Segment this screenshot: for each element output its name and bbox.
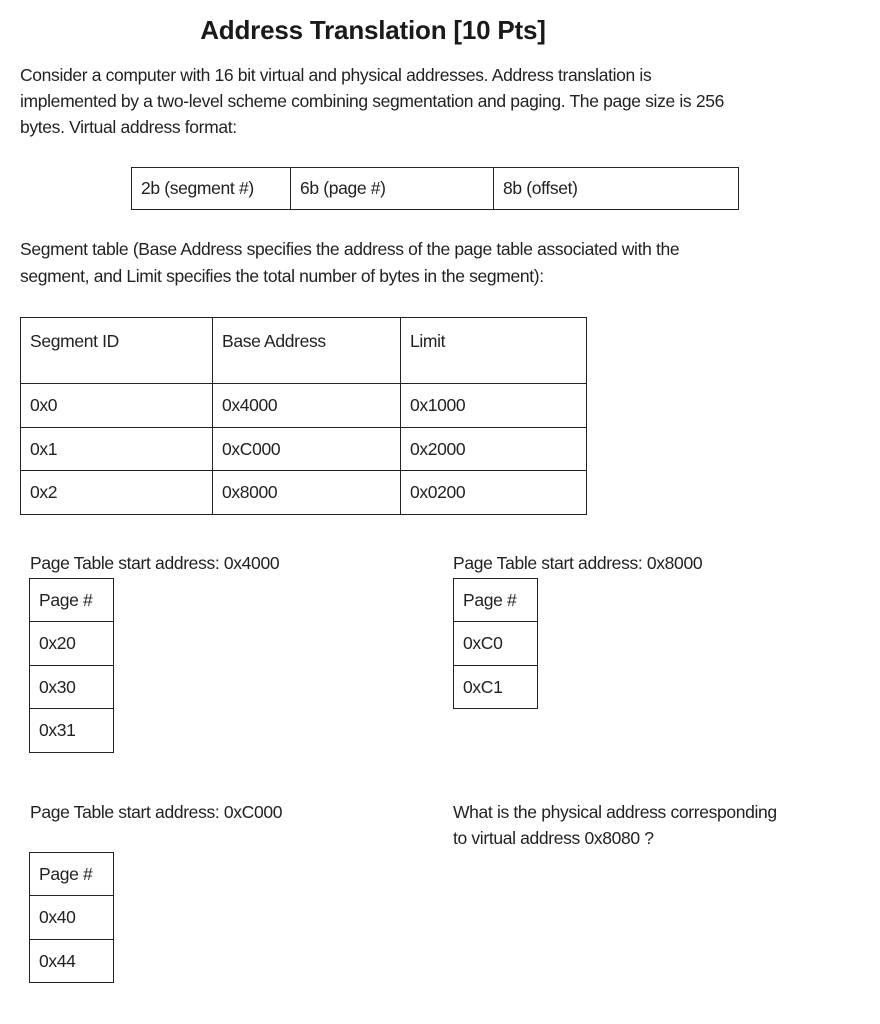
table-cell: 0x0 [21,384,213,428]
page-table-entry: 0x20 [30,622,114,666]
page-table-label: Page Table start address: 0xC000 [30,802,283,822]
page-table-0x4000 [29,578,114,753]
table-row [21,428,587,471]
table-cell: 0x0200 [401,471,587,515]
page-table-0xC000 [29,852,114,983]
page-table-entry: 0x40 [30,896,114,940]
table-cell: 0x2000 [401,428,587,471]
page-table-0x8000 [453,578,538,709]
intro-line: bytes. Virtual address format: [20,117,237,137]
question-line: What is the physical address corresponding [453,802,777,822]
page-table-label: Page Table start address: 0x4000 [30,553,280,573]
table-cell: 0xC000 [213,428,401,471]
intro-line: implemented by a two-level scheme combining segmentation and paging. The page size is 256 [20,91,724,111]
table-cell: 0x1 [21,428,213,471]
table-cell: 0x2 [21,471,213,515]
offset-bits-cell: 8b (offset) [494,168,739,210]
header-cell: Base Address [213,318,401,384]
segment-intro-line: Segment table (Base Address specifies the address of the page table associated with the [20,239,680,259]
table-row [21,471,587,515]
page-table-entry: 0xC0 [454,622,538,666]
question-line: to virtual address 0x8080 ? [453,828,654,848]
address-format-table [131,167,739,210]
segment-table [20,317,587,515]
table-cell: 0x4000 [213,384,401,428]
page-table-header: Page # [30,579,114,622]
segment-bits-cell: 2b (segment #) [132,168,291,210]
header-cell: Limit [401,318,587,384]
segment-intro-line: segment, and Limit specifies the total number of bytes in the segment): [20,266,544,286]
table-row [21,384,587,428]
table-cell: 0x8000 [213,471,401,515]
table-cell: 0x1000 [401,384,587,428]
page-title: Address Translation [10 Pts] [200,15,546,45]
intro-line: Consider a computer with 16 bit virtual and physical addresses. Address translation is [20,65,652,85]
page-table-label: Page Table start address: 0x8000 [453,553,703,573]
page-table-entry: 0x44 [30,940,114,983]
table-header-row [21,318,587,384]
page-bits-cell: 6b (page #) [291,168,494,210]
page-table-entry: 0x30 [30,666,114,709]
page-table-header: Page # [30,853,114,896]
page-table-header: Page # [454,579,538,622]
page-table-entry: 0x31 [30,709,114,753]
page-table-entry: 0xC1 [454,666,538,709]
header-cell: Segment ID [21,318,213,384]
